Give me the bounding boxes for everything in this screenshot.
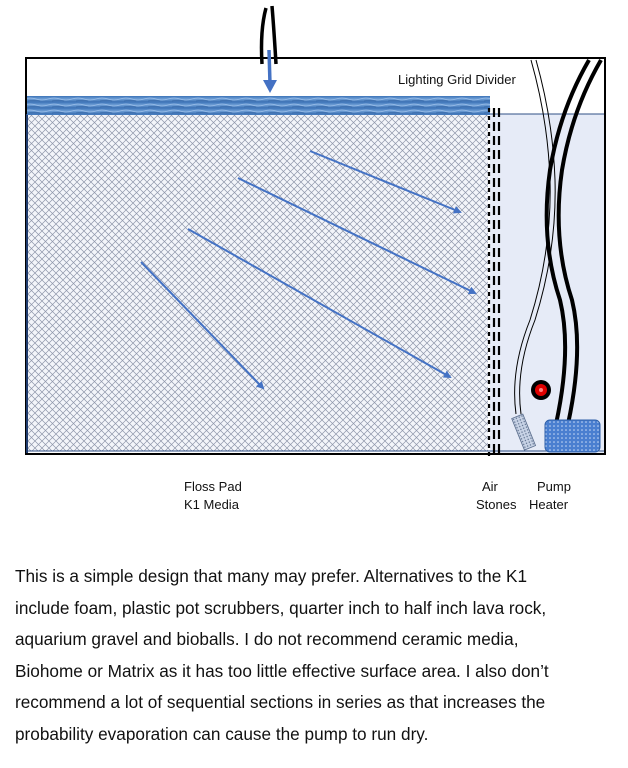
- label-floss-pad: Floss Pad: [184, 479, 242, 494]
- caption-paragraph: [15, 561, 615, 751]
- caption-line: aquarium gravel and bioballs. I do not recommend ceramic media,: [15, 629, 519, 650]
- caption-line: This is a simple design that many may prefer. Alternatives to the K1: [15, 566, 528, 586]
- media-section: [28, 114, 488, 451]
- label-k1-media: K1 Media: [184, 497, 239, 512]
- heater-indicator: [531, 380, 551, 400]
- label-pump: Pump: [537, 479, 571, 494]
- caption-line: recommend a lot of sequential sections in series as that increases the: [15, 692, 546, 713]
- label-heater: Heater: [529, 497, 569, 512]
- label-lighting-grid-divider: Lighting Grid Divider: [398, 72, 516, 87]
- water-surface: [27, 96, 490, 115]
- caption-line: Biohome or Matrix as it has too little effective surface area. I also don’t: [15, 660, 549, 681]
- caption-line: include foam, plastic pot scrubbers, quarter inch to half inch lava rock,: [15, 597, 547, 618]
- pump-chamber: [490, 114, 604, 453]
- label-stones: Stones: [476, 497, 517, 512]
- label-air: Air: [482, 479, 498, 494]
- pump-body: [545, 420, 600, 452]
- caption-line: probability evaporation can cause the pump to run dry.: [15, 723, 429, 744]
